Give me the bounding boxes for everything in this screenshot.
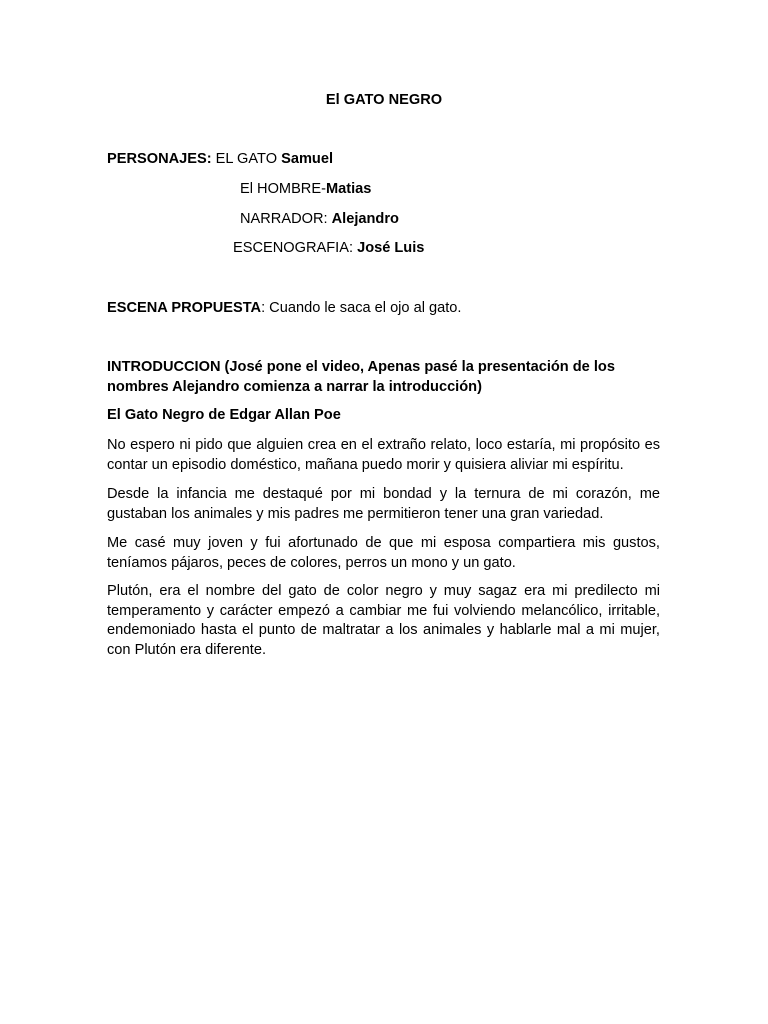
paragraph: No espero ni pido que alguien crea en el extraño relato, loco estaría, mi propósito es contar un episodio doméstico, mañana puedo morir y quisiera aliviar mi espíritu. [107,437,660,473]
cast-role: El HOMBRE- [240,181,326,197]
document-title: El GATO NEGRO [325,92,443,108]
paragraph: Me casé muy joven y fui afortunado de que mi esposa compartiera mis gustos, teníamos pájaros, peces de colores, perros un mono y un gato. [107,535,660,571]
paragraph: Desde la infancia me destaqué por mi bondad y la ternura de mi corazón, me gustaban los animales y mis padres me permitieron tener una gran variedad. [107,486,660,522]
cast-actor: Samuel [281,151,334,167]
cast-row-1 [107,150,333,170]
cast-role: NARRADOR: [240,211,332,227]
cast-row-4 [233,239,424,259]
cast-row-2 [240,180,371,200]
cast-row-3 [240,210,399,230]
cast-actor: Alejandro [331,211,399,227]
scene-text: : Cuando le saca el ojo al gato. [261,300,462,316]
cast-role: ESCENOGRAFIA: [233,240,358,256]
paragraph: Plutón, era el nombre del gato de color negro y muy sagaz era mi predilecto mi temperamento y carácter empezó a cambiar me fui volviendo melancólico, irritable, endemoniado hasta el punto de maltratar a los animales y hablarle mal a mi mujer, con Plutón era diferente. [107,583,660,658]
cast-role: EL GATO [211,151,282,167]
scene-label: ESCENA PROPUESTA [107,300,262,316]
cast-label: PERSONAJES: [107,151,212,167]
story-heading: El Gato Negro de Edgar Allan Poe [107,407,341,423]
scene-line [107,299,461,319]
cast-actor: José Luis [357,240,425,256]
intro-heading: INTRODUCCION (José pone el video, Apenas pasé la presentación de los nombres Alejandro comienza a narrar la introducción) [107,359,615,395]
cast-actor: Matias [325,181,372,197]
